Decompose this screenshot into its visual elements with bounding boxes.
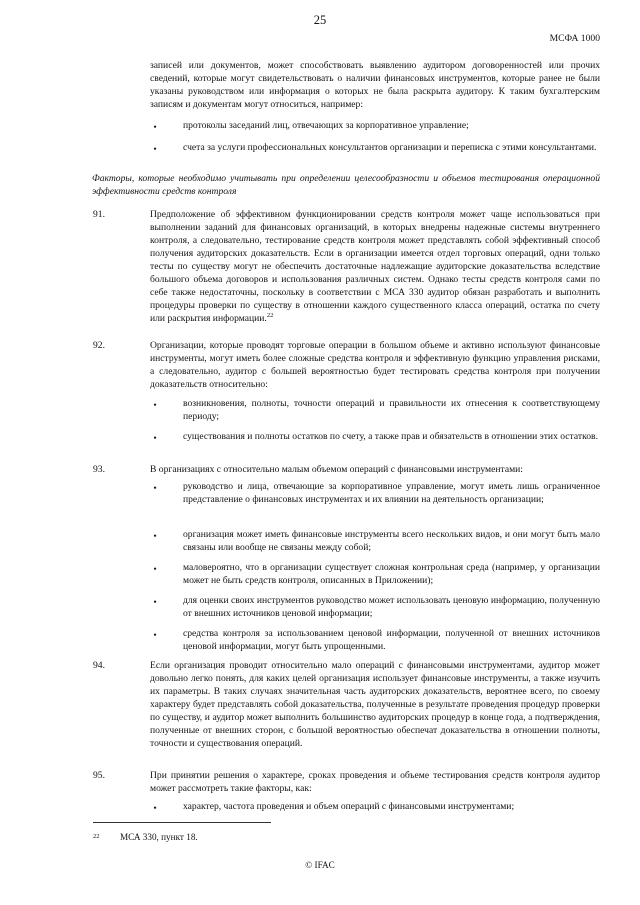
paragraph-91-text: Предположение об эффективном функционировании средств контроля может чаще использоваться при выполнении заданий для финансовых организаций, в которых внедрены надежные системы внутреннего контроля, а следовательно, тестирование средств контроля может представлять собой эффективный способ получения аудиторских доказательств. Если в организации имеется отдел торговых операций, одни только тесты по существу могут не обеспечить достаточные надлежащие аудиторские доказательства вследствие большого объема договоров и использования различных систем. Однако тесты средств контроля сами по себе также недостаточны, поскольку в соответствии с МСА 330 аудитор обязан разработать и выполнить процедуры проверки по существу в отношении каждого существенного класса операций, остатка по счету или раскрытия информации.: [150, 209, 600, 324]
intro-bullet-1: протоколы заседаний лиц, отвечающих за корпоративное управление;: [183, 120, 469, 131]
paragraph-92-bullet-1: возникновения, полноты, точности операций и правильности их отнесения к соответствующему периоду;: [183, 398, 600, 422]
bullet-icon: •: [153, 122, 157, 133]
bullet-icon: •: [153, 144, 157, 155]
intro-bullet-2: счета за услуги профессиональных консультантов организации и переписка с этими консультантами.: [183, 142, 597, 153]
bullet-icon: •: [153, 597, 157, 608]
paragraph-95-bullet-1: характер, частота проведения и объем операций с финансовыми инструментами;: [183, 801, 515, 812]
bullet-icon: •: [153, 803, 157, 814]
paragraph-number-92: 92.: [93, 340, 105, 351]
bullet-icon: •: [153, 433, 157, 444]
bullet-icon: •: [153, 630, 157, 641]
paragraph-92-text: Организации, которые проводят торговые операции в большом объеме и активно используют финансовые инструменты, могут иметь более сложные средства контроля и эффективную функцию управления рисками, а следовательно, аудитор с большей вероятностью будет тестировать средства контроля при получении доказательств относительно:: [150, 340, 600, 390]
paragraph-93-bullet-2: организация может иметь финансовые инструменты всего нескольких видов, и они могут быть мало связаны или вообще не связаны между собой;: [183, 529, 600, 553]
paragraph-number-93: 93.: [93, 464, 105, 475]
copyright-footer: © IFAC: [305, 860, 335, 870]
footnote-divider: [93, 822, 271, 823]
bullet-icon: •: [153, 483, 157, 494]
page-number: 25: [313, 13, 327, 27]
paragraph-92-bullet-2: существования и полноты остатков по счету, а также прав и обязательств в отношении этих остатков.: [183, 431, 598, 442]
paragraph-number-95: 95.: [93, 770, 105, 781]
standard-code: МСФА 1000: [549, 33, 600, 44]
bullet-icon: •: [153, 531, 157, 542]
paragraph-95-text: При принятии решения о характере, сроках проведения и объеме тестирования средств контроля аудитор может рассмотреть такие факторы, как:: [150, 770, 600, 794]
paragraph-94-text: Если организация проводит относительно мало операций с финансовыми инструментами, аудитор может довольно легко понять, для каких целей организация использует финансовые инструменты, а также изучить их параметры. В таких случаях значительная часть аудиторских доказательств, вероятнее всего, по своему характеру будет представлять собой доказательства, полученные в результате проведения процедур проверки по существу, и аудитор может выполнить большинство аудиторских процедур в конце года, а подтверждения, полученные от внешних сторон, с большой вероятностью обеспечат доказательства в отношении полноты, точности и существования операций.: [150, 660, 600, 749]
intro-paragraph: записей или документов, может способствовать выявлению аудитором договоренностей или прочих сведений, которые могут свидетельствовать о наличии финансовых инструментов, которые ранее не были указаны руководством или информация о которых не была раскрыта аудитору. К таким бухгалтерским записям и документам могут относиться, например:: [150, 60, 600, 110]
paragraph-93-bullet-3: маловероятно, что в организации существует сложная контрольная среда (например, у организации может не быть средств контроля, описанных в Приложении);: [183, 562, 600, 586]
bullet-icon: •: [153, 564, 157, 575]
section-heading: Факторы, которые необходимо учитывать при определении целесообразности и объемов тестирования операционной эффективности средств контроля: [92, 173, 600, 197]
footnote-text: МСА 330, пункт 18.: [120, 832, 198, 842]
paragraph-93-bullet-5: средства контроля за использованием ценовой информации, полученной от внешних источников ценовой информации, могут быть упрощенными.: [183, 628, 600, 652]
paragraph-number-94: 94.: [93, 660, 105, 671]
paragraph-number-91: 91.: [93, 209, 105, 220]
paragraph-91: [150, 208, 600, 325]
paragraph-93-bullet-4: для оценки своих инструментов руководство может использовать ценовую информацию, полученную от внешних источников ценовой информации;: [183, 595, 600, 619]
footnote-mark: 22: [93, 833, 100, 840]
footnote-reference: 22: [266, 311, 274, 319]
bullet-icon: •: [153, 400, 157, 411]
paragraph-93-bullet-1: руководство и лица, отвечающие за корпоративное управление, могут иметь лишь ограниченное представление о финансовых инструментах и их влиянии на деятельность организации;: [183, 481, 600, 505]
paragraph-93-text: В организациях с относительно малым объемом операций с финансовыми инструментами:: [150, 464, 523, 475]
